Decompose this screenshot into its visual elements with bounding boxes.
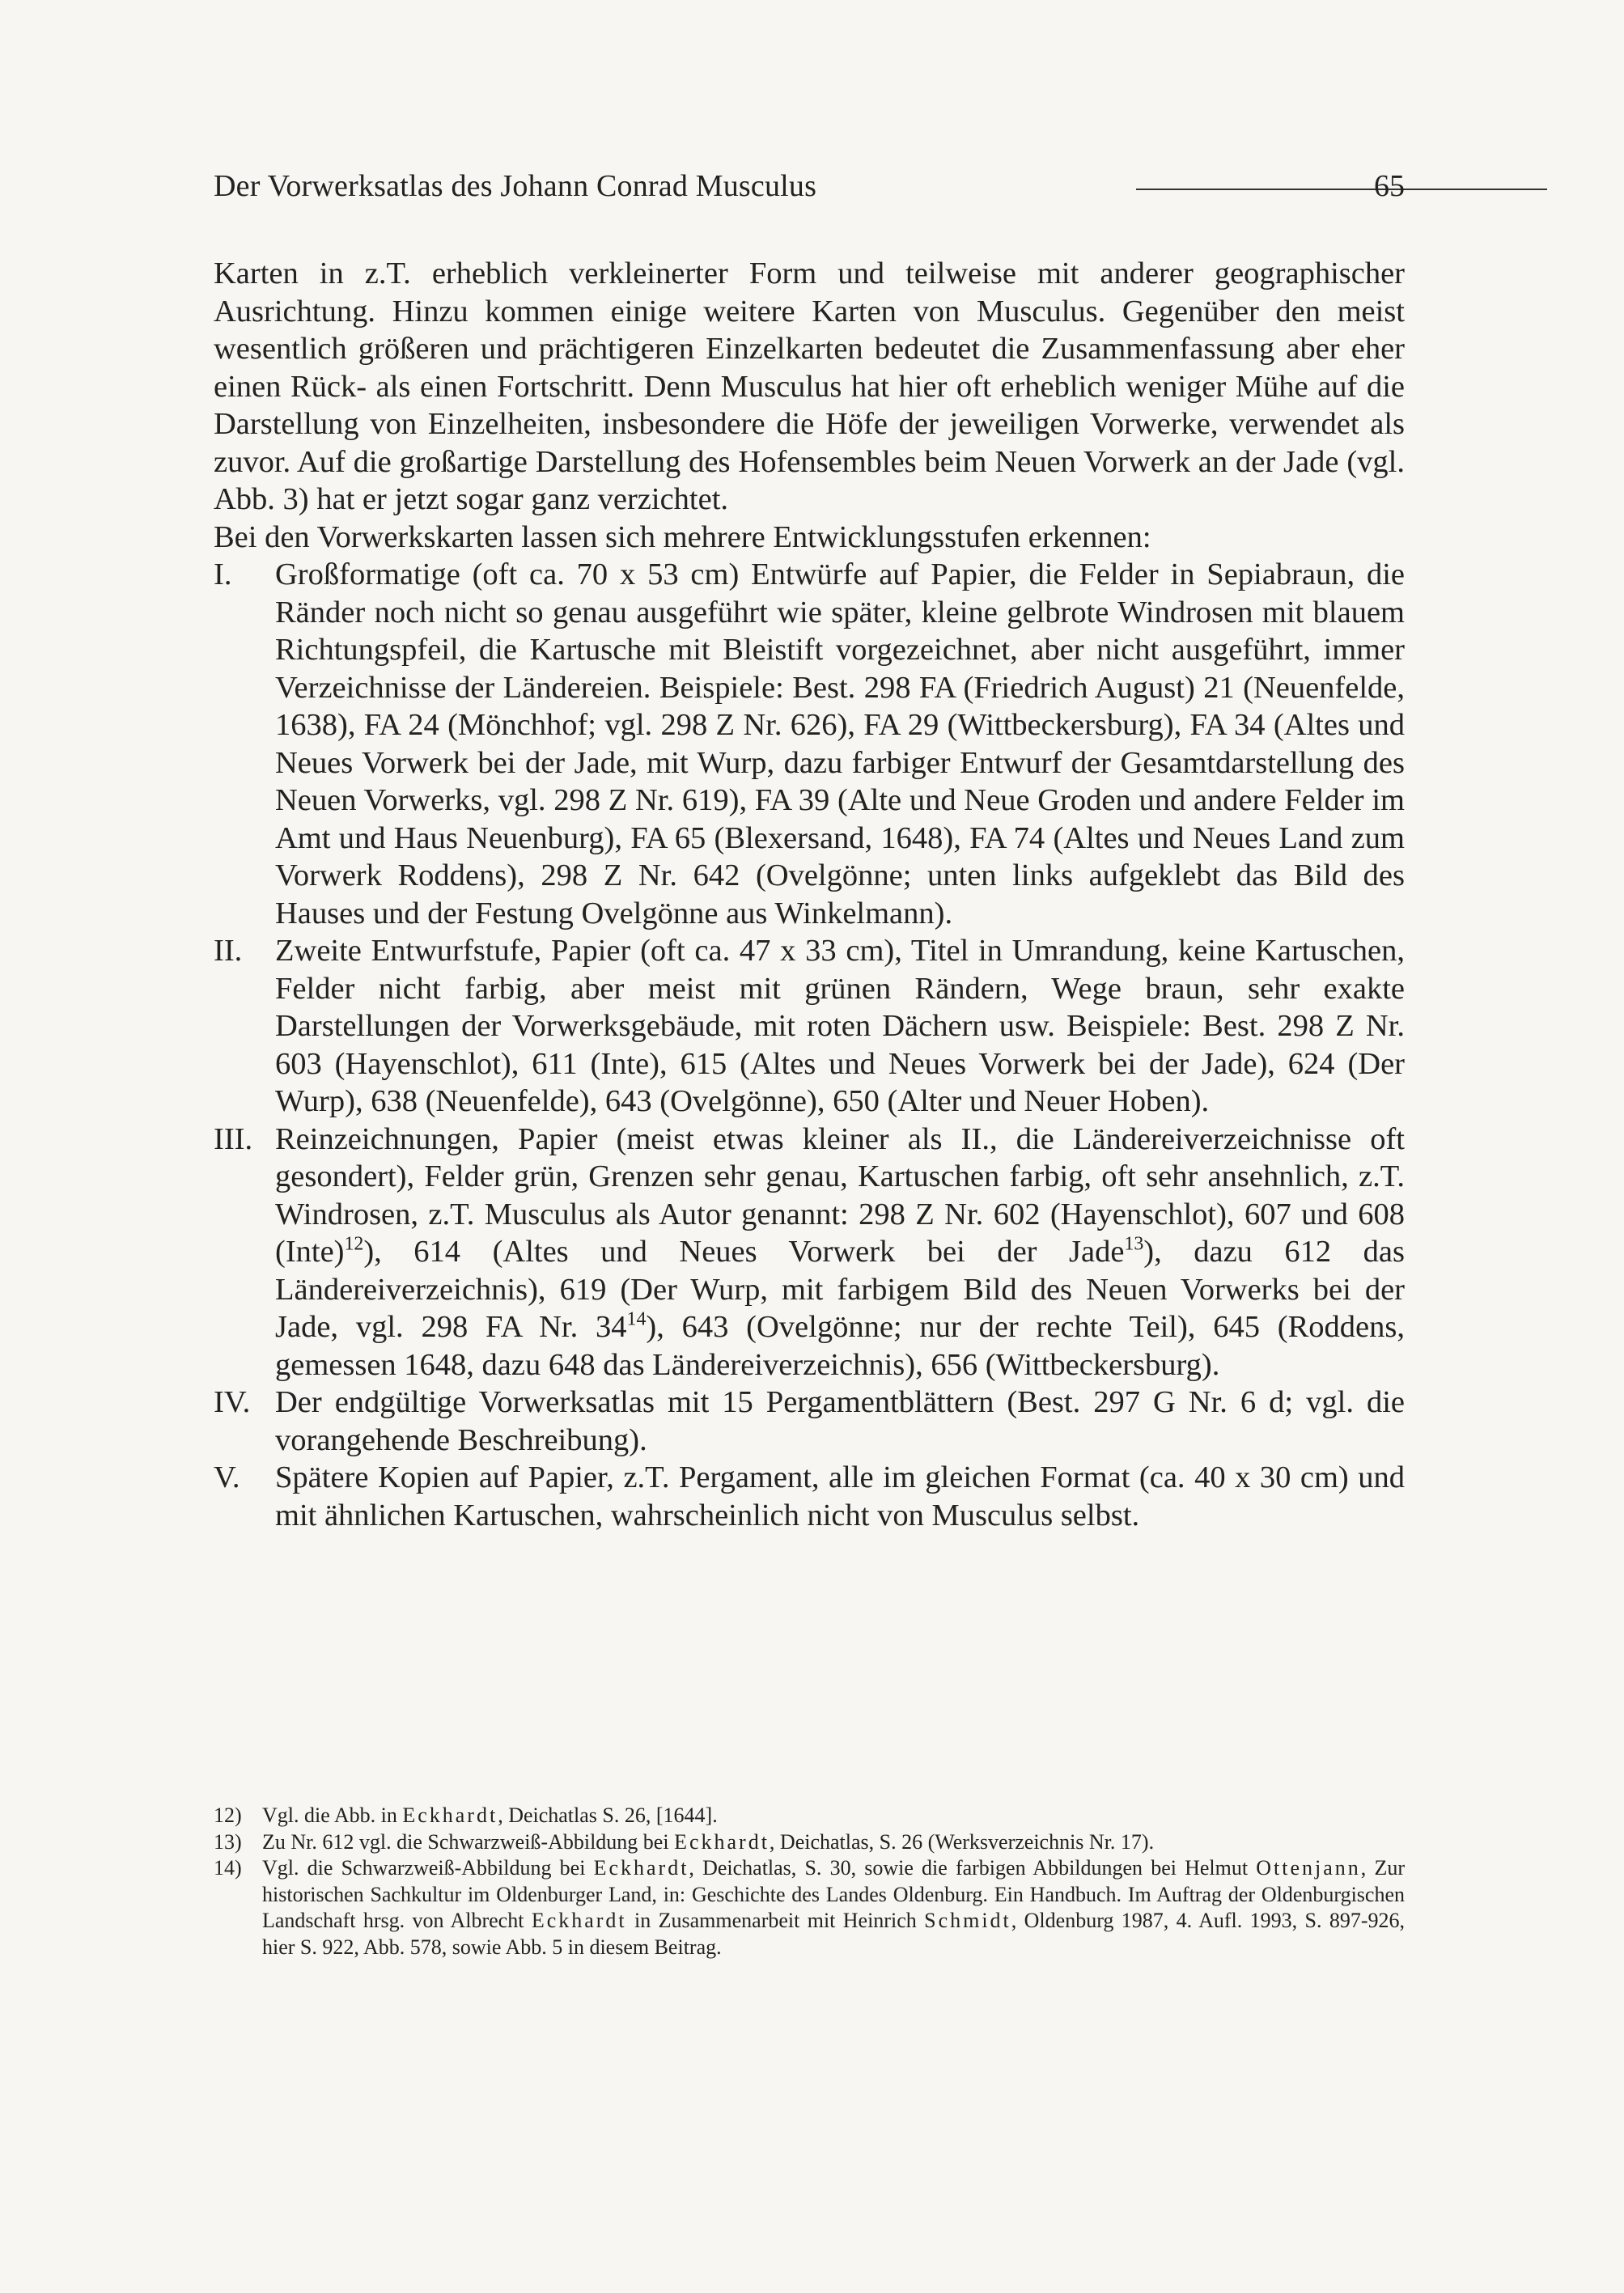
list-text: Großformatige (oft ca. 70 x 53 cm) Entwürfe auf Papier, die Felder in Sepiabraun, die Ränder noch nicht so genau ausgeführt wie später, kleine gelbrote Windrosen mit blauem Richtungspfeil, die Kartusche mit Bleistift vorgezeichnet, aber nicht ausgeführt, immer Verzeichnisse der Ländereien. Beispiele: Best. 298 FA (Friedrich August) 21 (Neuenfelde, 1638), FA 24 (Mönchhof; vgl. 298 Z Nr. 626), FA 29 (Wittbeckersburg), FA 34 (Altes und Neues Vorwerk bei der Jade, mit Wurp, dazu farbiger Entwurf der Gesamtdarstellung des Neuen Vorwerks, vgl. 298 Z Nr. 619), FA 39 (Alte und Neue Groden und andere Felder im Amt und Haus Neuenburg), FA 65 (Blexersand, 1648), FA 74 (Altes und Neues Land zum Vorwerk Roddens), 298 Z Nr. 642 (Ovelgönne; unten links aufgeklebt das Bild des Hauses und der Festung Ovelgönne aus Winkelmann).: [275, 557, 1405, 930]
footnote-number: 12): [214, 1803, 242, 1827]
footnote-text: , Oldenburg 1987, 4. Aufl. 1993, S. 897-926, hier S. 922, Abb. 578, sowie Abb. 5 in diesem Beitrag.: [262, 1909, 1405, 1959]
footnote: [214, 1829, 1405, 1856]
list-number: V.: [214, 1460, 240, 1494]
list-text: ), 643 (Ovelgönne; nur der rechte Teil), 645 (Roddens, gemessen 1648, dazu 648 das Ländereiverzeichnis), 656 (Wittbeckersburg).: [275, 1310, 1405, 1382]
footnote-ref[interactable]: 12: [344, 1233, 364, 1255]
footnote: [214, 1855, 1405, 1960]
list-text: Zweite Entwurfstufe, Papier (oft ca. 47 x 33 cm), Titel in Umrandung, keine Kartuschen, Felder nicht farbig, aber meist mit grünen Rändern, Wege braun, sehr exakte Darstellungen der Vorwerksgebäude, mit roten Dächern usw. Beispiele: Best. 298 Z Nr. 603 (Hayenschlot), 611 (Inte), 615 (Altes und Neues Vorwerk bei der Jade), 624 (Der Wurp), 638 (Neuenfelde), 643 (Ovelgönne), 650 (Alter und Neuer Hoben).: [275, 934, 1405, 1118]
running-title: Der Vorwerksatlas des Johann Conrad Musculus: [214, 169, 817, 203]
author-name: Eckhardt: [402, 1803, 498, 1827]
list-number: III.: [214, 1121, 253, 1156]
footnote-text: , Deichatlas S. 26, [1644].: [498, 1803, 718, 1827]
list-number: I.: [214, 557, 232, 591]
header-rule: [1136, 189, 1547, 190]
list-item: [214, 1384, 1405, 1459]
footnote-text: , Deichatlas, S. 26 (Werksverzeichnis Nr. 17).: [769, 1829, 1155, 1854]
list-number: II.: [214, 934, 243, 968]
footnote-text: , Deichatlas, S. 30, sowie die farbigen Abbildungen bei Helmut: [689, 1856, 1257, 1880]
footnote-text: , Zur historischen Sachkultur im Oldenburger Land, in: Geschichte des Landes Oldenburg. Ein Handbuch. Im Auftrag der Oldenburgischen Landschaft hrsg. von Albrecht: [262, 1856, 1405, 1932]
footnote-number: 14): [214, 1856, 242, 1880]
main-text: [214, 255, 1405, 1534]
list-item: [214, 556, 1405, 932]
list-number: IV.: [214, 1385, 251, 1419]
page-header: [214, 162, 1405, 210]
list-text: ), 614 (Altes und Neues Vorwerk bei der Jade: [363, 1235, 1125, 1269]
list-item: [214, 1121, 1405, 1384]
author-name: Ottenjann: [1256, 1856, 1361, 1880]
author-name: Eckhardt: [674, 1829, 770, 1854]
author-name: Schmidt: [924, 1909, 1011, 1932]
author-name: Eckhardt: [593, 1856, 689, 1880]
footnote-text: Vgl. die Schwarzweiß-Abbildung bei: [262, 1856, 594, 1880]
footnotes: [214, 1803, 1405, 1960]
author-name: Eckhardt: [531, 1909, 627, 1932]
list-text: Spätere Kopien auf Papier, z.T. Pergament, alle im gleichen Format (ca. 40 x 30 cm) und mit ähnlichen Kartuschen, wahrscheinlich nicht von Musculus selbst.: [275, 1460, 1405, 1532]
paragraph: Bei den Vorwerkskarten lassen sich mehrere Entwicklungsstufen erkennen:: [214, 519, 1151, 554]
stages-list: [214, 556, 1405, 1534]
footnote-ref[interactable]: 13: [1124, 1233, 1144, 1255]
footnote-ref[interactable]: 14: [626, 1308, 647, 1330]
list-text: Der endgültige Vorwerksatlas mit 15 Pergamentblättern (Best. 297 G Nr. 6 d; vgl. die vorangehende Beschreibung).: [275, 1385, 1405, 1457]
list-text: Reinzeichnungen, Papier (meist etwas kleiner als II., die Ländereiverzeichnisse oft gesondert), Felder grün, Grenzen sehr genau, Kartuschen farbig, oft sehr ansehnlich, z.T. Windrosen, z.T. Musculus als Autor genannt: 298 Z Nr. 602 (Hayenschlot), 607 und 608 (Inte): [275, 1121, 1405, 1269]
footnote-number: 13): [214, 1829, 242, 1854]
list-item: [214, 1459, 1405, 1534]
list-text: ), dazu 612 das Ländereiverzeichnis), 619 (Der Wurp, mit farbigem Bild des Neuen Vorwerks bei der Jade, vgl. 298 FA Nr. 34: [275, 1235, 1405, 1344]
footnote-text: Zu Nr. 612 vgl. die Schwarzweiß-Abbildung bei: [262, 1829, 675, 1854]
page-number: 65: [1374, 169, 1405, 203]
list-item: [214, 932, 1405, 1121]
footnote: [214, 1803, 1405, 1829]
footnote-text: Vgl. die Abb. in: [262, 1803, 403, 1827]
paragraph: Karten in z.T. erheblich verkleinerter Form und teilweise mit anderer geographischer Ausrichtung. Hinzu kommen einige weitere Karten von Musculus. Gegenüber den meist wesentlich größeren und prächtigeren Einzelkarten bedeutet die Zusammenfassung aber eher einen Rück- als einen Fortschritt. Denn Musculus hat hier oft erheblich weniger Mühe auf die Darstellung von Einzelheiten, insbesondere die Höfe der jeweiligen Vorwerke, verwendet als zuvor. Auf die großartige Darstellung des Hofensembles beim Neuen Vorwerk an der Jade (vgl. Abb. 3) hat er jetzt sogar ganz verzichtet.: [214, 256, 1405, 516]
footnote-text: in Zusammenarbeit mit Heinrich: [626, 1909, 925, 1932]
